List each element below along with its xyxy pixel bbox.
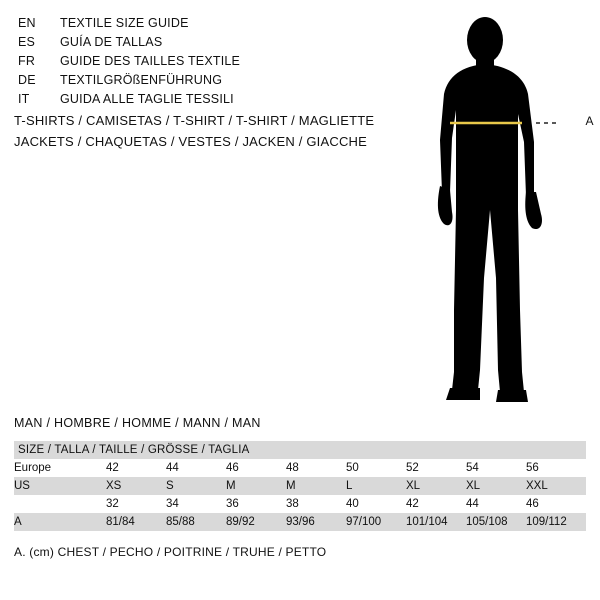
- table-note: A. (cm) CHEST / PECHO / POITRINE / TRUHE / PETTO: [14, 545, 327, 559]
- cell-value: 36: [226, 495, 286, 513]
- category-tshirts: T-SHIRTS / CAMISETAS / T-SHIRT / T-SHIRT / MAGLIETTE: [14, 113, 375, 128]
- cell-value: 101/104: [406, 513, 466, 531]
- table-row: [14, 459, 586, 477]
- cell-value: 85/88: [166, 513, 226, 531]
- cell-value: S: [166, 477, 226, 495]
- row-label: Europe: [14, 459, 106, 477]
- table-header-label: SIZE / TALLA / TAILLE / GRÖSSE / TAGLIA: [14, 441, 586, 459]
- cell-value: L: [346, 477, 406, 495]
- cell-value: 42: [106, 459, 166, 477]
- male-silhouette-figure: [400, 10, 600, 405]
- table-row: [14, 477, 586, 495]
- cell-value: XS: [106, 477, 166, 495]
- language-row: [18, 71, 398, 90]
- table-title: MAN / HOMBRE / HOMME / MANN / MAN: [14, 416, 261, 430]
- cell-value: XXL: [526, 477, 586, 495]
- cell-value: 105/108: [466, 513, 526, 531]
- language-list: [18, 14, 398, 109]
- cell-value: 89/92: [226, 513, 286, 531]
- table-row: [14, 495, 586, 513]
- cell-value: 42: [406, 495, 466, 513]
- cell-value: 44: [166, 459, 226, 477]
- cell-value: 46: [526, 495, 586, 513]
- table-row: [14, 513, 586, 531]
- cell-value: 46: [226, 459, 286, 477]
- cell-value: 54: [466, 459, 526, 477]
- category-jackets: JACKETS / CHAQUETAS / VESTES / JACKEN / GIACCHE: [14, 134, 368, 149]
- table-row: [14, 441, 586, 459]
- language-code: DE: [18, 73, 36, 87]
- cell-value: 44: [466, 495, 526, 513]
- row-label: US: [14, 477, 106, 495]
- language-code: IT: [18, 92, 30, 106]
- language-row: [18, 90, 398, 109]
- language-text: GUÍA DE TALLAS: [60, 35, 163, 49]
- language-code: EN: [18, 16, 36, 30]
- cell-value: 34: [166, 495, 226, 513]
- language-text: GUIDE DES TAILLES TEXTILE: [60, 54, 241, 68]
- cell-value: 81/84: [106, 513, 166, 531]
- language-code: ES: [18, 35, 36, 49]
- row-label: A: [14, 513, 106, 531]
- language-text: TEXTILGRÖßENFÜHRUNG: [60, 73, 223, 87]
- cell-value: 48: [286, 459, 346, 477]
- language-text: TEXTILE SIZE GUIDE: [60, 16, 189, 30]
- cell-value: 93/96: [286, 513, 346, 531]
- cell-value: 32: [106, 495, 166, 513]
- size-table: [14, 441, 586, 531]
- cell-value: 109/112: [526, 513, 586, 531]
- language-row: [18, 33, 398, 52]
- cell-value: 97/100: [346, 513, 406, 531]
- cell-value: XL: [406, 477, 466, 495]
- cell-value: M: [226, 477, 286, 495]
- silhouette-icon: [400, 10, 600, 405]
- cell-value: M: [286, 477, 346, 495]
- row-label: [14, 495, 106, 513]
- cell-value: 38: [286, 495, 346, 513]
- language-code: FR: [18, 54, 36, 68]
- cell-value: 40: [346, 495, 406, 513]
- cell-value: XL: [466, 477, 526, 495]
- language-row: [18, 14, 398, 33]
- cell-value: 50: [346, 459, 406, 477]
- cell-value: 56: [526, 459, 586, 477]
- category-list: [14, 110, 414, 152]
- language-text: GUIDA ALLE TAGLIE TESSILI: [60, 92, 234, 106]
- measure-label-a: A: [585, 114, 594, 128]
- cell-value: 52: [406, 459, 466, 477]
- language-row: [18, 52, 398, 71]
